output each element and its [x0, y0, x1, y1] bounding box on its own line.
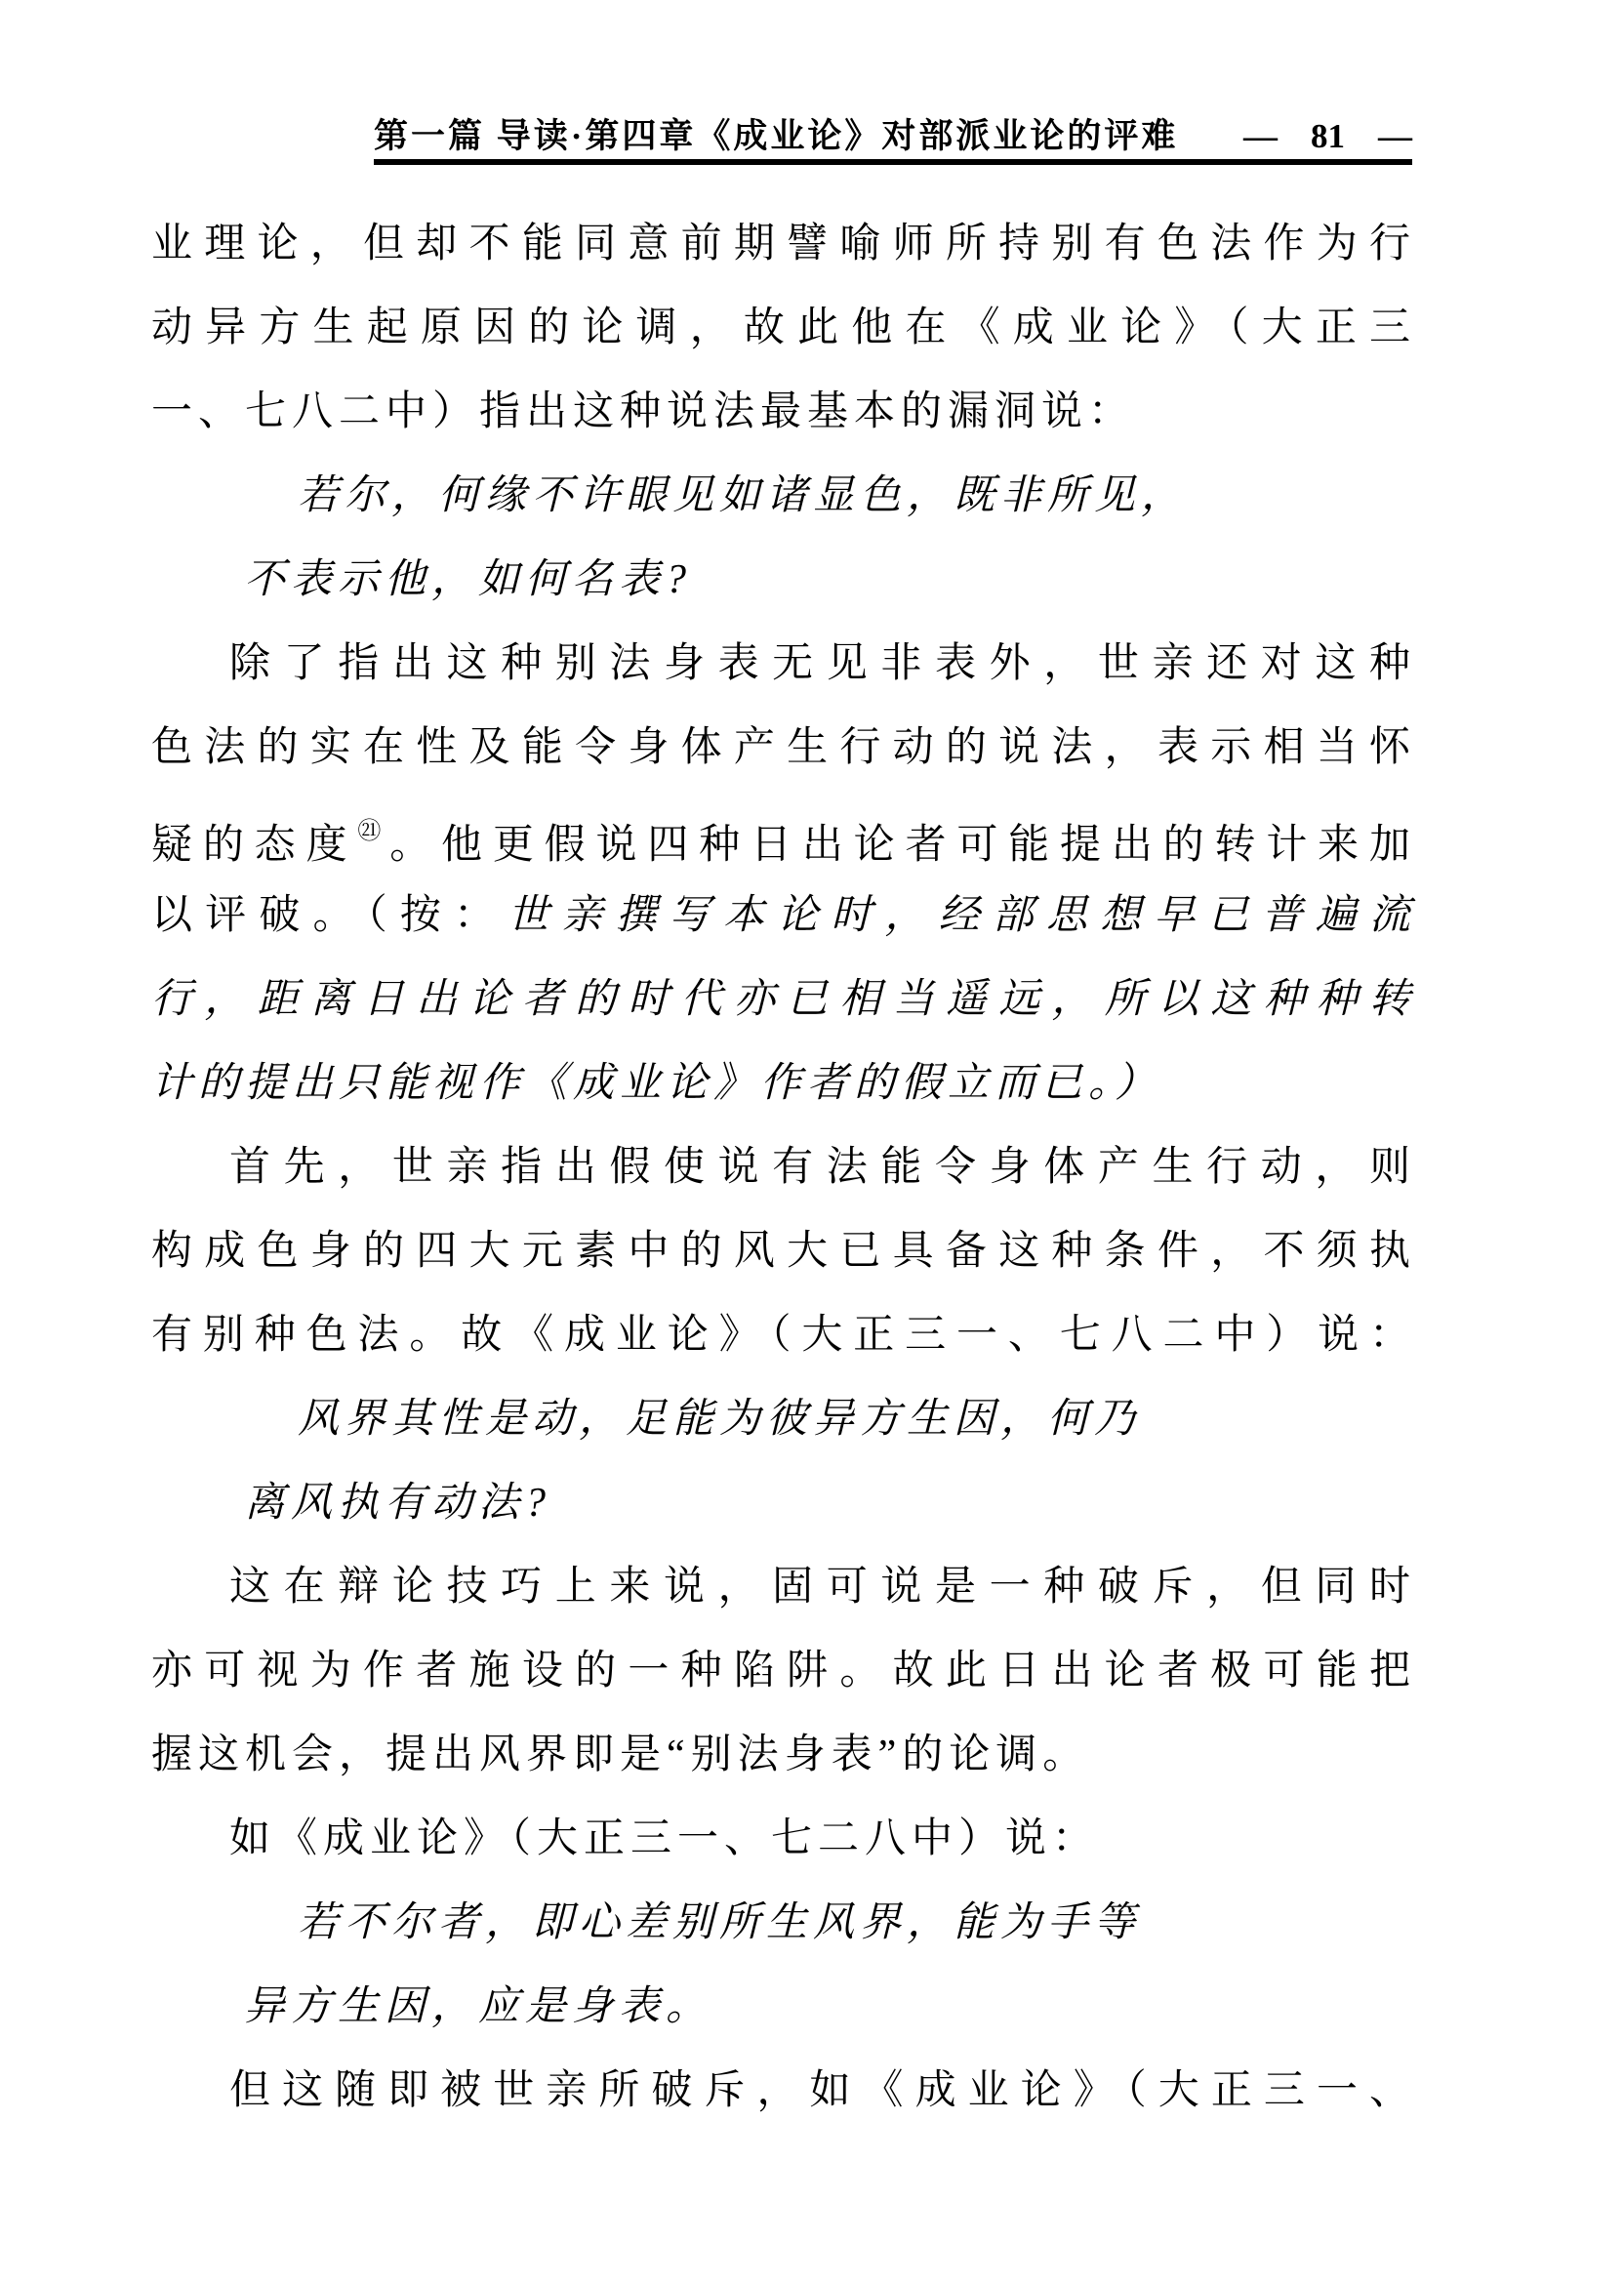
text-line: [151, 1041, 1412, 1125]
footnote-reference: ㉑: [357, 819, 390, 844]
text-segment: 色法的实在性及能令身体产生行动的说法，表示相当怀: [151, 725, 1412, 770]
text-segment: 不表示他，如何名表?: [244, 557, 693, 602]
text-line: [151, 790, 1412, 874]
page-number: 81: [1311, 117, 1345, 155]
text-line: [151, 622, 1412, 706]
text-segment: 构成色身的四大元素中的风大已具备这种条件，不须执: [151, 1229, 1412, 1274]
text-segment: 计的提出只能视作《成业论》作者的假立而已。）: [151, 1061, 1162, 1106]
text-line: [151, 286, 1412, 370]
text-line: [151, 706, 1412, 790]
text-line: [151, 202, 1412, 286]
text-segment: 异方生因，应是身表。: [244, 1984, 713, 2029]
text-segment: 握这机会，提出风界即是“别法身表”的论调。: [151, 1733, 1090, 1777]
page-number-dash-right: —: [1378, 117, 1412, 155]
text-segment: 以评破。（按：: [151, 893, 508, 938]
text-segment: 若不尔者，即心差别所生风界，能为手等: [298, 1900, 1142, 1945]
text-line: [151, 958, 1412, 1041]
text-line: [151, 2049, 1412, 2133]
text-segment: 除了指出这种别法身表无见非表外，世亲还对这种: [229, 641, 1412, 686]
text-line: [151, 1965, 1412, 2049]
text-segment: 动异方生起原因的论调，故此他在《成业论》（大正三: [151, 306, 1412, 350]
text-segment: 亦可视为作者施设的一种陷阱。故此日出论者极可能把: [151, 1649, 1412, 1693]
text-line: [151, 454, 1412, 538]
text-line: [151, 370, 1412, 454]
text-segment: 一、七八二中）指出这种说法最基本的漏洞说：: [151, 389, 1136, 434]
text-segment: 如《成业论》（大正三一、七二八中）说：: [229, 1816, 1100, 1861]
text-segment: 行，距离日出论者的时代亦已相当遥远，所以这种种转: [151, 977, 1412, 1022]
text-line: [151, 1545, 1412, 1629]
text-segment: 业理论，但却不能同意前期譬喻师所持别有色法作为行: [151, 222, 1412, 266]
text-segment: 疑的态度: [151, 823, 358, 868]
text-line: [151, 874, 1412, 958]
text-segment: 若尔，何缘不许眼见如诸显色，既非所见，: [298, 473, 1189, 518]
page-number-group: [1243, 117, 1412, 156]
text-segment: 这在辩论技巧上来说，固可说是一种破斥，但同时: [229, 1565, 1412, 1610]
text-segment: 世亲撰写本论时，经部思想早已普遍流: [508, 893, 1412, 938]
page-body-text: [151, 202, 1412, 2133]
text-line: [151, 1461, 1412, 1545]
text-line: [151, 1209, 1412, 1293]
page-number-dash-left: —: [1243, 117, 1278, 155]
text-line: [151, 1797, 1412, 1881]
text-segment: 首先，世亲指出假使说有法能令身体产生行动，则: [229, 1145, 1412, 1190]
text-line: [151, 538, 1412, 622]
text-line: [151, 1881, 1412, 1965]
page-header: [374, 109, 1412, 158]
text-segment: 但这随即被世亲所破斥，如《成业论》（大正三一、: [229, 2068, 1412, 2113]
text-segment: 离风执有动法?: [244, 1481, 552, 1526]
text-line: [151, 1293, 1412, 1377]
text-line: [151, 1377, 1412, 1461]
text-line: [151, 1713, 1412, 1797]
text-segment: 风界其性是动，足能为彼异方生因，何乃: [298, 1397, 1142, 1442]
running-head-title: 第一篇 导读·第四章《成业论》对部派业论的评难: [374, 117, 1179, 155]
text-segment: 有别种色法。故《成业论》（大正三一、七八二中）说：: [151, 1313, 1412, 1358]
text-segment: 。他更假说四种日出论者可能提出的转计来加: [389, 823, 1412, 868]
text-line: [151, 1629, 1412, 1713]
text-line: [151, 1125, 1412, 1209]
header-rule: [374, 159, 1412, 165]
